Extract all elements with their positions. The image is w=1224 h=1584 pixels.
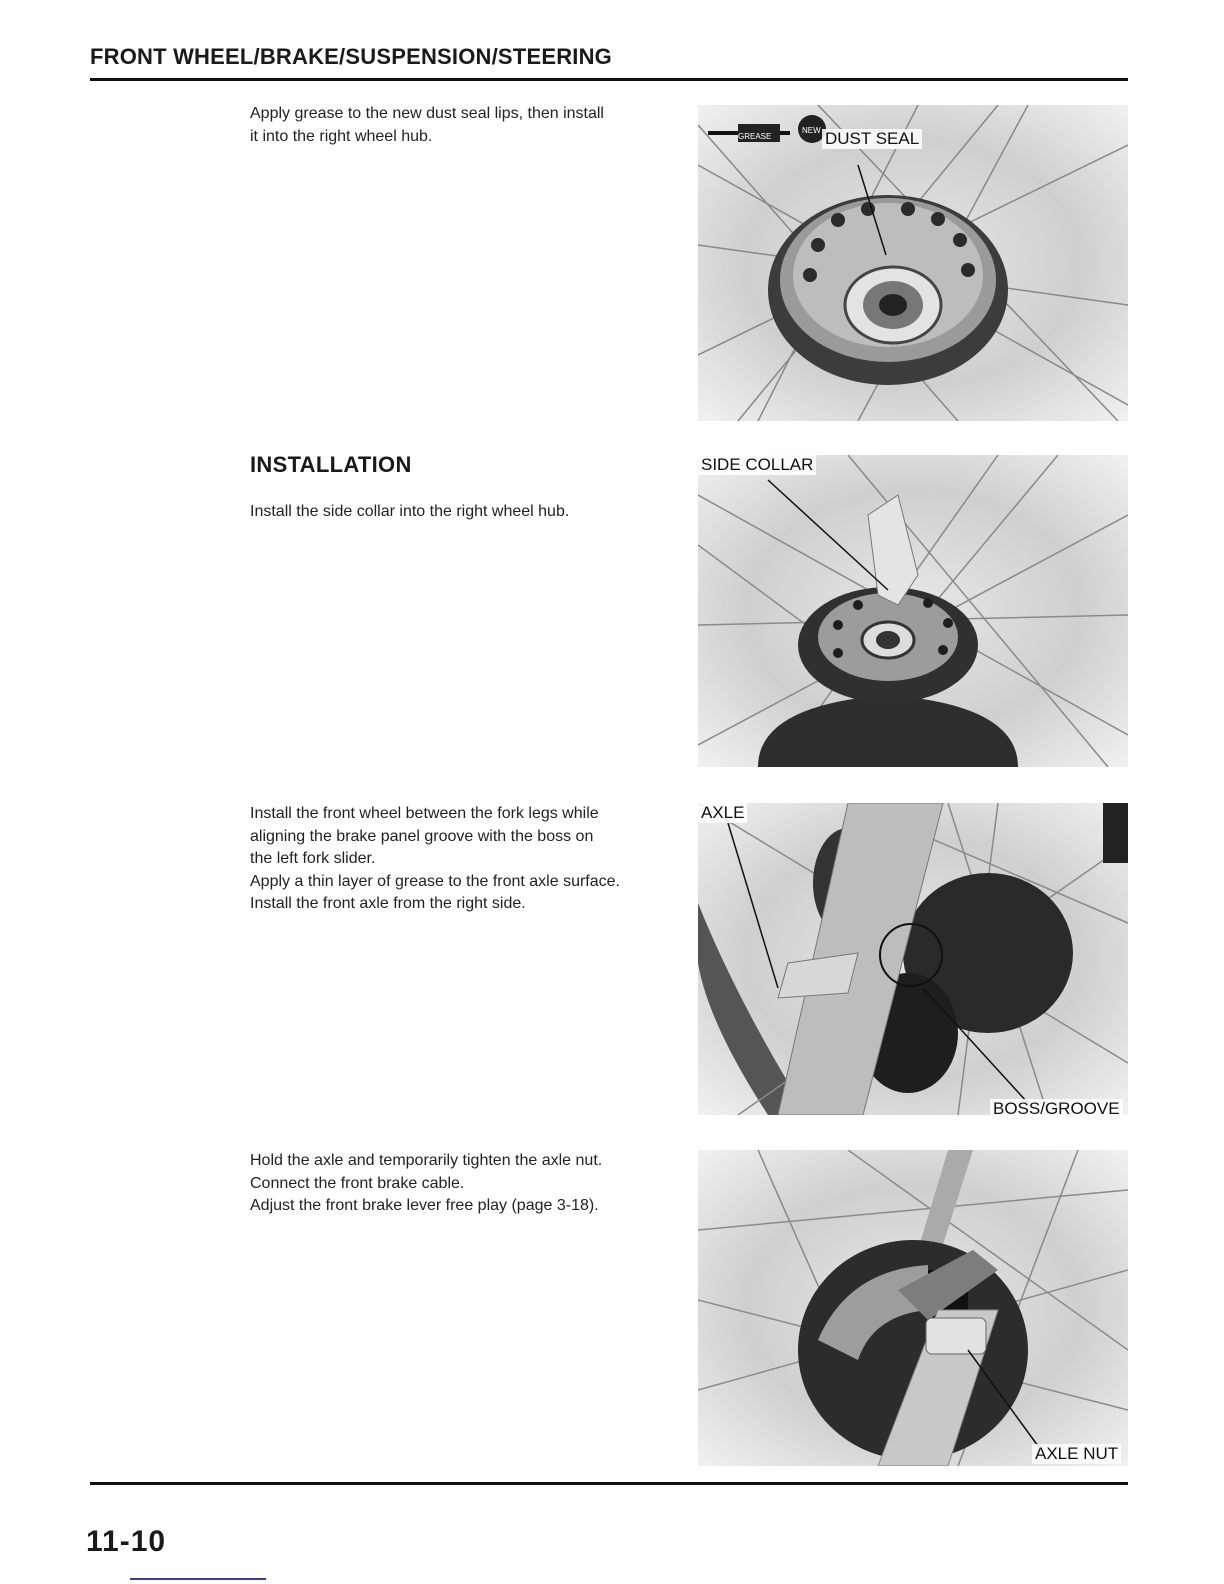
dust-seal-photo <box>698 105 1128 421</box>
text-line: the left fork slider. <box>250 850 376 867</box>
new-symbol: NEW <box>802 126 821 135</box>
text-line: Install the front axle from the right side. <box>250 895 526 912</box>
axle-boss-groove-photo <box>698 803 1128 1115</box>
side-collar-label: SIDE COLLAR <box>698 455 816 475</box>
dust-seal-label: DUST SEAL <box>822 129 922 149</box>
text-line: Install the front wheel between the fork legs while <box>250 805 599 822</box>
text-line: Apply a thin layer of grease to the front axle surface. <box>250 872 620 890</box>
side-collar-photo <box>698 455 1128 767</box>
footer-rule <box>90 1482 1128 1485</box>
boss-groove-label: BOSS/GROOVE <box>990 1099 1123 1115</box>
front-wheel-instructions <box>250 803 690 916</box>
section-title: FRONT WHEEL/BRAKE/SUSPENSION/STEERING <box>90 44 612 69</box>
axle-label: AXLE <box>698 803 747 823</box>
footer-link-underline <box>130 1578 266 1580</box>
text-line: Hold the axle and temporarily tighten the axle nut. <box>250 1152 603 1169</box>
axle-nut-photo <box>698 1150 1128 1466</box>
text-line: Connect the front brake cable. <box>250 1174 465 1192</box>
text-line: Apply grease to the new dust seal lips, then install <box>250 105 604 122</box>
side-collar-instruction: Install the side collar into the right wheel hub. <box>250 503 570 520</box>
page-number: 11-10 <box>86 1525 167 1558</box>
installation-heading: INSTALLATION <box>250 452 412 477</box>
text-line: it into the right wheel hub. <box>250 127 433 145</box>
axle-nut-instructions <box>250 1150 690 1218</box>
axle-nut-label: AXLE NUT <box>1032 1444 1121 1464</box>
text-line: aligning the brake panel groove with the boss on <box>250 827 594 845</box>
dust-seal-instructions <box>250 103 690 148</box>
grease-symbol: GREASE <box>738 132 772 141</box>
header-rule <box>90 78 1128 81</box>
text-line: Adjust the front brake lever free play (page 3-18). <box>250 1197 599 1214</box>
